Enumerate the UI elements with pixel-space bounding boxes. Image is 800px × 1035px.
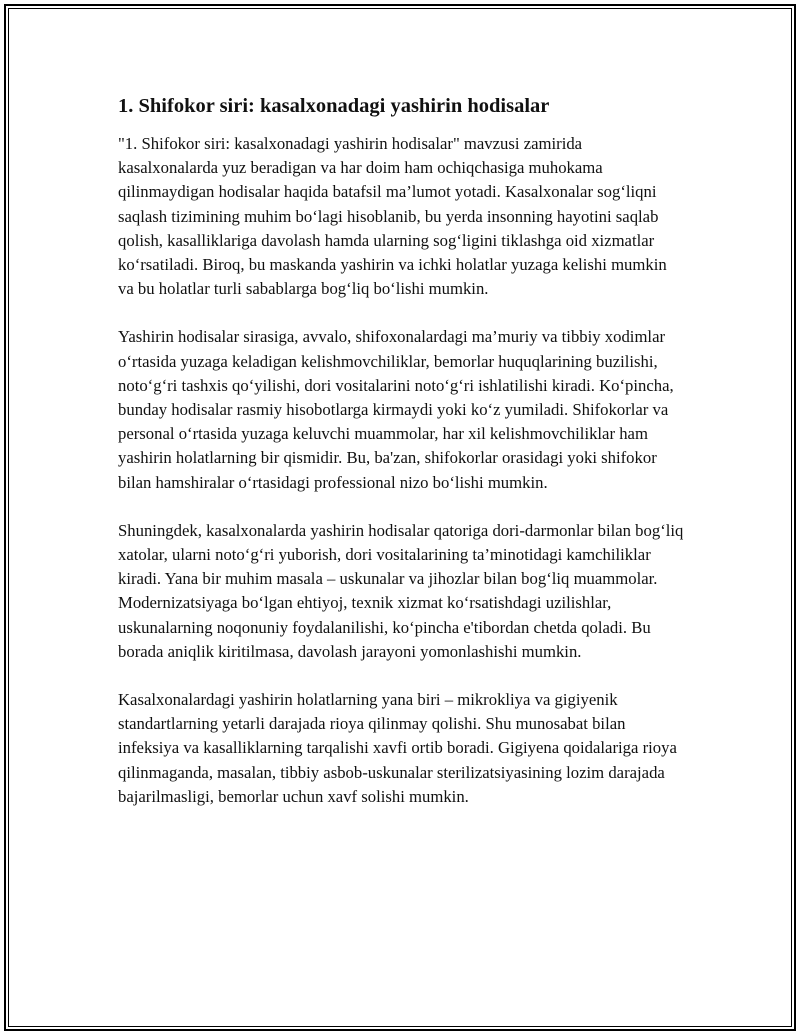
paragraph-2: Yashirin hodisalar sirasiga, avvalo, shifoxonalardagi ma’muriy va tibbiy xodimlar o‘rtasida yuzaga keladigan kelishmovchiliklar, bemorlar huquqlarining buzilishi, noto‘g‘ri tashxis qo‘yilishi, dori vositalarini noto‘g‘ri ishlatilishi kiradi. Ko‘pincha, bunday hodisalar rasmiy hisobotlarga kirmaydi yoki ko‘z yumiladi. Shifokorlar va personal o‘rtasida yuzaga keluvchi muammolar, har xil kelishmovchiliklar ham yashirin holatlarning bir qismidir. Bu, ba'zan, shifokorlar orasidagi yoki shifokor bilan hamshiralar o‘rtasidagi professional nizo bo‘lishi mumkin. bbox=[118, 327, 674, 492]
paragraph-4: Kasalxonalardagi yashirin holatlarning yana biri – mikrokliya va gigiyenik standartlarning yetarli darajada rioya qilinmay qolishi. Shu munosabat bilan infeksiya va kasalliklarning tarqalishi xavfi ortib boradi. Gigiyena qoidalariga rioya qilinmaganda, masalan, tibbiy asbob-uskunalar sterilizatsiyasining lozim darajada bajarilmasligi, bemorlar uchun xavf solishi mumkin. bbox=[118, 690, 677, 806]
paragraph-1: "1. Shifokor siri: kasalxonadagi yashirin hodisalar" mavzusi zamirida kasalxonalarda yuz beradigan va har doim ham ochiqchasiga muhokama qilinmaydigan hodisalar haqida batafsil ma’lumot yotadi. Kasalxonalar sog‘liqni saqlash tizimining muhim bo‘lagi hisoblanib, bu yerda insonning hayotini saqlab qolish, kasalliklariga davolash hamda ularning sog‘ligini tiklashga oid xizmatlar ko‘rsatiladi. Biroq, bu maskanda yashirin va ichki holatlar yuzaga kelishi mumkin va bu holatlar turli sabablarga bog‘liq bo‘lishi mumkin. bbox=[118, 134, 667, 299]
document-title: 1. Shifokor siri: kasalxonadagi yashirin hodisalar bbox=[118, 95, 550, 117]
paragraph-3: Shuningdek, kasalxonalarda yashirin hodisalar qatoriga dori-darmonlar bilan bog‘liq xatolar, ularni noto‘g‘ri yuborish, dori vositalarining ta’minotidagi kamchiliklar kiradi. Yana bir muhim masala – uskunalar va jihozlar bilan bog‘liq muammolar. Modernizatsiyaga bo‘lgan ehtiyoj, texnik xizmat ko‘rsatishdagi uzilishlar, uskunalarning noqonuniy foydalanilishi, ko‘pincha e'tibordan chetda qoladi. Bu borada aniqlik kiritilmasa, davolash jarayoni yomonlashishi mumkin. bbox=[118, 520, 684, 661]
document-body bbox=[118, 92, 684, 833]
